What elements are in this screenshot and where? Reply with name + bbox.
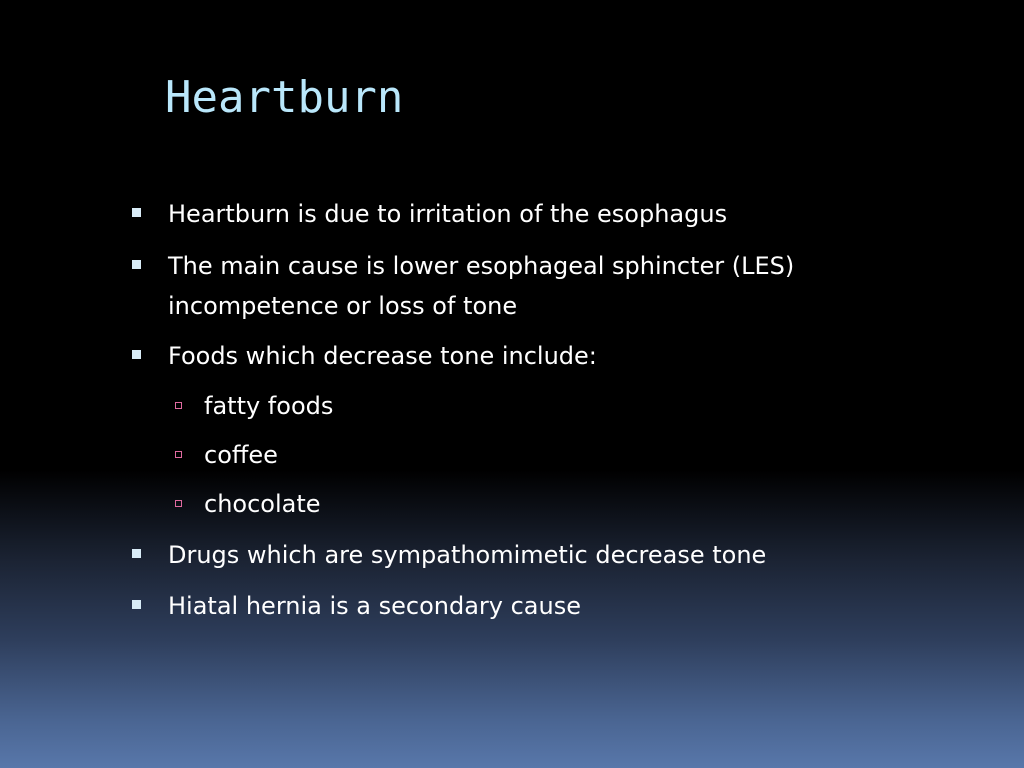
- bullet-text: Foods which decrease tone include:: [168, 342, 597, 370]
- hollow-square-bullet-icon: [175, 402, 182, 409]
- square-bullet-icon: [132, 600, 141, 609]
- bullet-text: Hiatal hernia is a secondary cause: [168, 592, 581, 620]
- bullet-item: [168, 586, 581, 626]
- sub-bullet-item: [204, 435, 278, 475]
- bullet-text-line-1: The main cause is lower esophageal sphincter (LES): [168, 252, 795, 280]
- hollow-square-bullet-icon: [175, 451, 182, 458]
- bullet-text: Heartburn is due to irritation of the esophagus: [168, 200, 728, 228]
- sub-bullet-text: chocolate: [204, 490, 321, 518]
- square-bullet-icon: [132, 350, 141, 359]
- sub-bullet-item: [204, 484, 321, 524]
- square-bullet-icon: [132, 549, 141, 558]
- sub-bullet-item: [204, 386, 333, 426]
- bullet-item: [168, 246, 794, 326]
- square-bullet-icon: [132, 208, 141, 217]
- hollow-square-bullet-icon: [175, 500, 182, 507]
- bullet-item: [168, 194, 727, 234]
- bullet-text: Drugs which are sympathomimetic decrease tone: [168, 541, 767, 569]
- slide-title: Heartburn: [165, 72, 404, 123]
- sub-bullet-text: coffee: [204, 441, 278, 469]
- bullet-item: [168, 336, 597, 376]
- bullet-text-line-2: incompetence or loss of tone: [168, 292, 518, 320]
- bullet-item: [168, 535, 766, 575]
- square-bullet-icon: [132, 260, 141, 269]
- sub-bullet-text: fatty foods: [204, 392, 334, 420]
